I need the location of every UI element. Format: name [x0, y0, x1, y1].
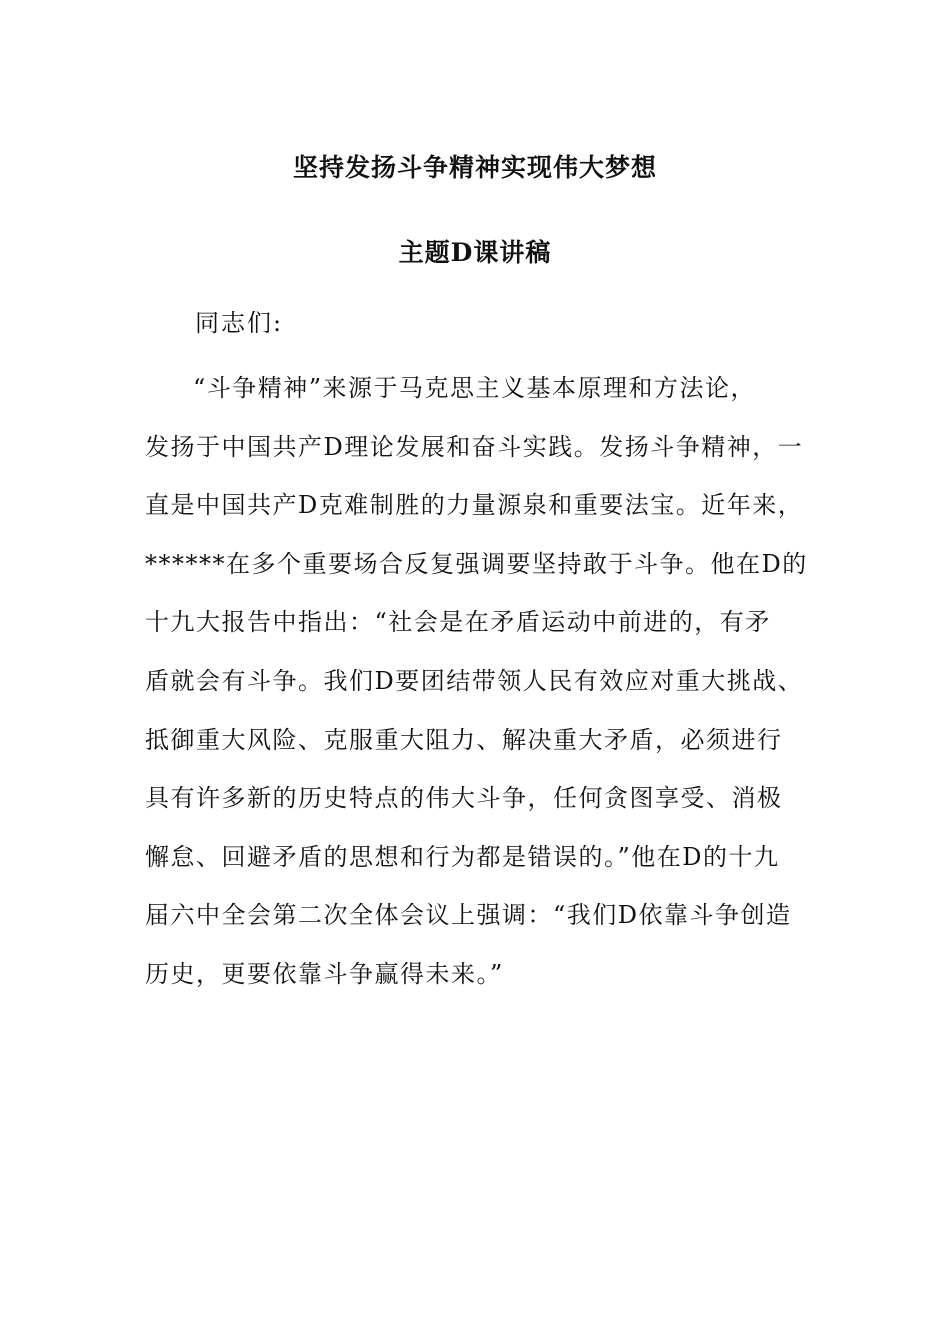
paragraph-line: ******在多个重要场合反复强调要坚持敢于斗争。他在D的: [145, 549, 808, 578]
document-title: 坚持发扬斗争精神实现伟大梦想: [292, 153, 657, 182]
document-subtitle: 主题D课讲稿: [398, 238, 552, 267]
body-paragraph: [145, 368, 815, 1013]
paragraph-line: 抵御重大风险、克服重大阻力、解决重大矛盾，必须进行: [145, 725, 783, 754]
paragraph-line: 具有许多新的历史特点的伟大斗争，任何贪图享受、消极: [145, 784, 783, 813]
paragraph-line: 懈怠、回避矛盾的思想和行为都是错误的。”他在D的十九: [145, 842, 780, 871]
paragraph-line: 直是中国共产D克难制胜的力量源泉和重要法宝。近年来，: [145, 491, 804, 520]
paragraph-line: 十九大报告中指出：“社会是在矛盾运动中前进的，有矛: [145, 608, 771, 637]
paragraph-line: “斗争精神”来源于马克思主义基本原理和方法论，: [193, 374, 757, 402]
paragraph-line: 发扬于中国共产D理论发展和奋斗实践。发扬斗争精神，一: [145, 432, 804, 461]
paragraph-line: 盾就会有斗争。我们D要团结带领人民有效应对重大挑战、: [145, 666, 804, 695]
salutation: 同志们:: [195, 309, 284, 337]
paragraph-line: 届六中全会第二次全体会议上强调：“我们D依靠斗争创造: [145, 901, 792, 930]
paragraph-line: 历史，更要依靠斗争赢得未来。”: [145, 959, 504, 988]
